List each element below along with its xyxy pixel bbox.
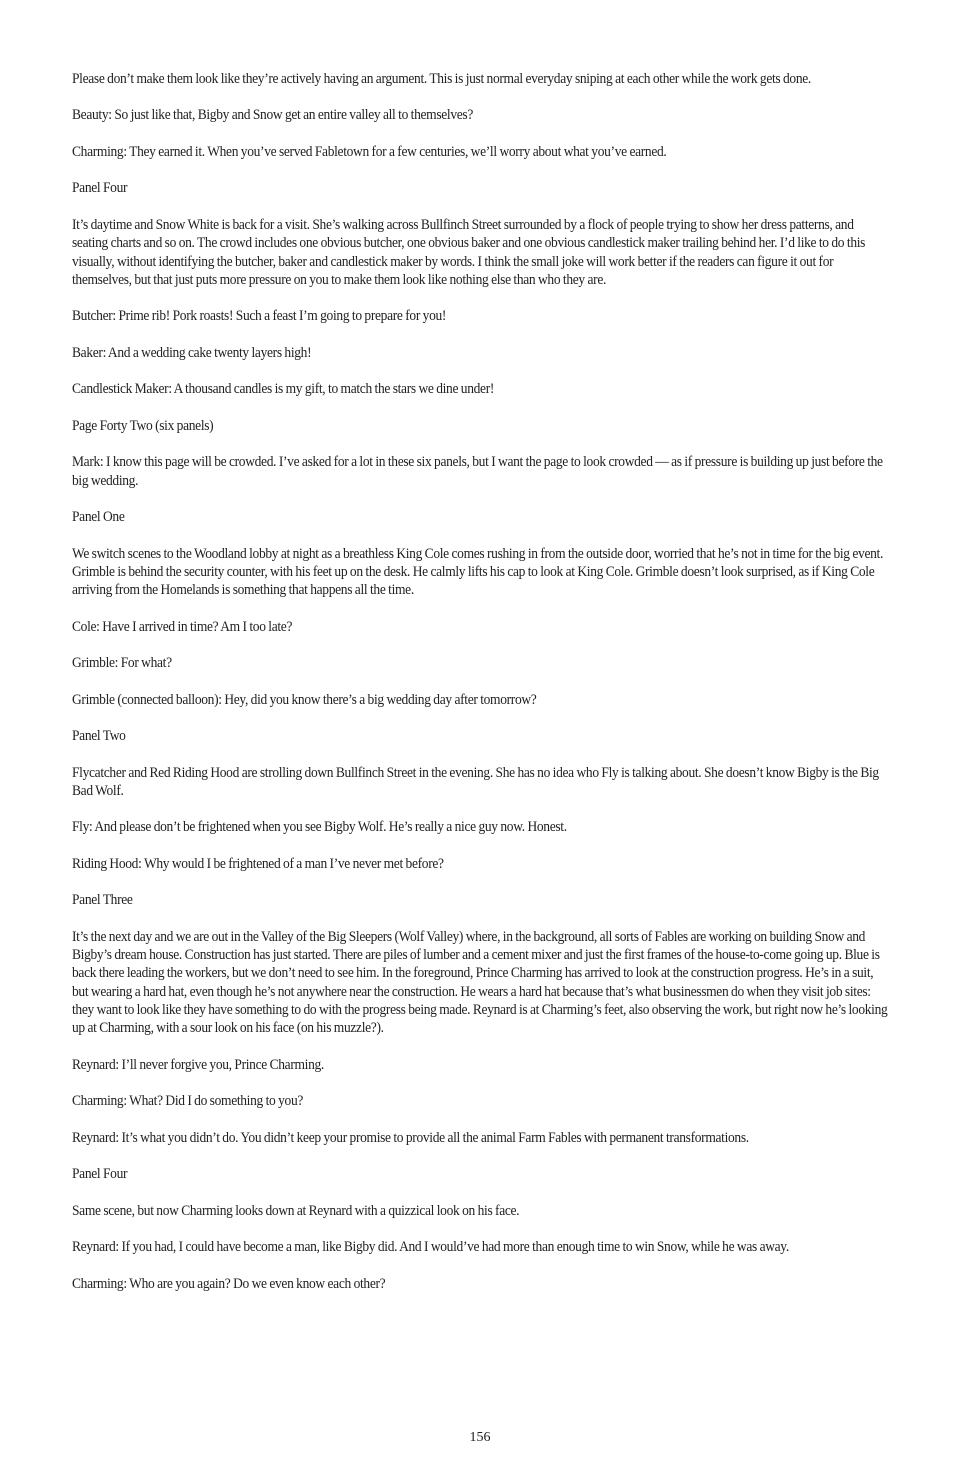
paragraph: It’s the next day and we are out in the Valley of the Big Sleepers (Wolf Valley) where, in the background, all sorts of Fables are working on building Snow and Bigby’s dream house. Construction has just started. There are piles of lumber and a cement mixer and just the first frames of the house-to-come going up. Blue is back there leading the workers, but we don’t need to see him. In the foreground, Prince Charming has arrived to look at the construction progress. He’s in a suit, but wearing a hard hat, even though he’s not anywhere near the construction. He wears a hard hat because that’s what businessmen do when they visit job sites: they want to look like they have something to do with the progress being made. Reynard is at Charming’s feet, also observing the work, but right now he’s looking up at Charming, with a sour look on his face (on his muzzle?). bbox=[72, 928, 888, 1037]
paragraph: We switch scenes to the Woodland lobby at night as a breathless King Cole comes rushing in from the outside door, worried that he’s not in time for the big event. Grimble is behind the security counter, with his feet up on the desk. He calmly lifts his cap to look at King Cole. Grimble doesn’t look surprised, as if King Cole arriving from the Homelands is something that happens all the time. bbox=[72, 545, 884, 599]
dialogue-line: Grimble (connected balloon): Hey, did you know there’s a big wedding day after tomorrow? bbox=[72, 691, 537, 708]
paragraph: Mark: I know this page will be crowded. I’ve asked for a lot in these six panels, but I want the page to look crowded — as if pressure is building up just before the big wedding. bbox=[72, 454, 883, 489]
paragraph: Same scene, but now Charming looks down at Reynard with a quizzical look on his face. bbox=[72, 1202, 520, 1219]
panel-heading: Panel Four bbox=[72, 1166, 128, 1183]
page-number: 156 bbox=[469, 1430, 491, 1445]
dialogue-line: Fly: And please don’t be frightened when you see Bigby Wolf. He’s really a nice guy now. Honest. bbox=[72, 819, 567, 836]
dialogue-line: Baker: And a wedding cake twenty layers high! bbox=[72, 344, 312, 361]
paragraph: Flycatcher and Red Riding Hood are strolling down Bullfinch Street in the evening. She has no idea who Fly is talking about. She doesn’t know Bigby is the Big Bad Wolf. bbox=[72, 764, 879, 799]
panel-heading: Panel Four bbox=[72, 180, 128, 197]
dialogue-line: Reynard: I’ll never forgive you, Prince Charming. bbox=[72, 1056, 324, 1073]
dialogue-line: Grimble: For what? bbox=[72, 655, 172, 672]
dialogue-line: Reynard: If you had, I could have become a man, like Bigby did. And I would’ve had more than enough time to win Snow, while he was away. bbox=[72, 1239, 789, 1256]
script-page bbox=[72, 70, 888, 1311]
panel-heading: Panel Three bbox=[72, 892, 133, 909]
panel-heading: Panel One bbox=[72, 509, 125, 526]
dialogue-line: Charming: They earned it. When you’ve served Fabletown for a few centuries, we’ll worry about what you’ve earned. bbox=[72, 143, 667, 160]
dialogue-line: Charming: What? Did I do something to you? bbox=[72, 1093, 304, 1110]
dialogue-line: Cole: Have I arrived in time? Am I too late? bbox=[72, 618, 293, 635]
dialogue-line: Reynard: It’s what you didn’t do. You didn’t keep your promise to provide all the animal Farm Fables with permanent transformations. bbox=[72, 1129, 749, 1146]
page-heading: Page Forty Two (six panels) bbox=[72, 417, 214, 434]
paragraph: It’s daytime and Snow White is back for a visit. She’s walking across Bullfinch Street surrounded by a flock of people trying to show her dress patterns, and seating charts and so on. The crowd includes one obvious butcher, one obvious baker and one obvious candlestick maker trailing behind her. I’d like to do this visually, without identifying the butcher, baker and candlestick maker by words. I think the small joke will work better if the readers can figure it out for themselves, but that just puts more pressure on you to make them look like nothing else than who they are. bbox=[72, 216, 866, 288]
dialogue-line: Riding Hood: Why would I be frightened of a man I’ve never met before? bbox=[72, 855, 444, 872]
dialogue-line: Beauty: So just like that, Bigby and Snow get an entire valley all to themselves? bbox=[72, 107, 473, 124]
dialogue-line: Charming: Who are you again? Do we even know each other? bbox=[72, 1275, 386, 1292]
dialogue-line: Butcher: Prime rib! Pork roasts! Such a feast I’m going to prepare for you! bbox=[72, 308, 447, 325]
dialogue-line: Candlestick Maker: A thousand candles is my gift, to match the stars we dine under! bbox=[72, 381, 495, 398]
panel-heading: Panel Two bbox=[72, 728, 126, 745]
paragraph: Please don’t make them look like they’re actively having an argument. This is just normal everyday sniping at each other while the work gets done. bbox=[72, 71, 811, 87]
